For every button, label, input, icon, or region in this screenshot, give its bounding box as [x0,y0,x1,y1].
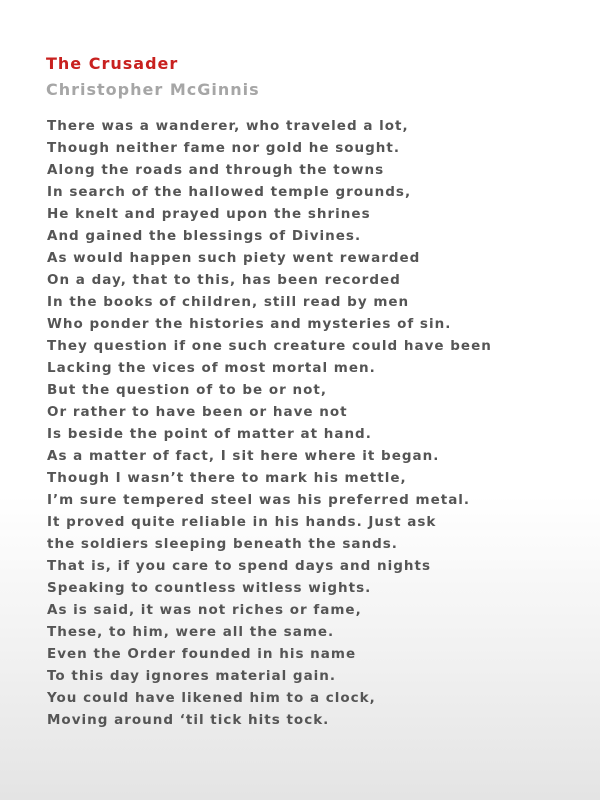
poem-line: He knelt and prayed upon the shrines [47,206,371,222]
poem-line: Or rather to have been or have not [47,404,348,420]
poem-line: Even the Order founded in his name [47,646,357,662]
poem-line: Though neither fame nor gold he sought. [47,140,400,156]
poem-line: the soldiers sleeping beneath the sands. [47,536,398,552]
poem-line: That is, if you care to spend days and nights [47,558,432,574]
poem-line: As is said, it was not riches or fame, [47,602,362,618]
poem-line: In search of the hallowed temple grounds, [47,184,412,200]
poem-body [47,115,492,731]
poem-line: On a day, that to this, has been recorded [47,272,401,288]
poem-line: Moving around ‘til tick hits tock. [47,712,330,728]
poem-line: Though I wasn’t there to mark his mettle, [47,470,407,486]
poem-line: Along the roads and through the towns [47,162,385,178]
poem-line: Speaking to countless witless wights. [47,580,372,596]
poem-line: Who ponder the histories and mysteries of sin. [47,316,452,332]
poem-line: There was a wanderer, who traveled a lot, [47,118,409,134]
poem-line: It proved quite reliable in his hands. Just ask [47,514,437,530]
poem-line: These, to him, were all the same. [47,624,335,640]
poem-title: The Crusader [46,54,179,73]
poem-line: You could have likened him to a clock, [47,690,376,706]
poem-author: Christopher McGinnis [46,80,260,99]
poem-line: As would happen such piety went rewarded [47,250,421,266]
poem-line: They question if one such creature could have been [47,338,492,354]
poem-line: And gained the blessings of Divines. [47,228,362,244]
poem-line: Is beside the point of matter at hand. [47,426,372,442]
poem-line: But the question of to be or not, [47,382,328,398]
poem-line: I’m sure tempered steel was his preferred metal. [47,492,471,508]
poem-line: As a matter of fact, I sit here where it began. [47,448,440,464]
poem-line: Lacking the vices of most mortal men. [47,360,376,376]
poem-line: In the books of children, still read by men [47,294,410,310]
poem-line: To this day ignores material gain. [47,668,337,684]
